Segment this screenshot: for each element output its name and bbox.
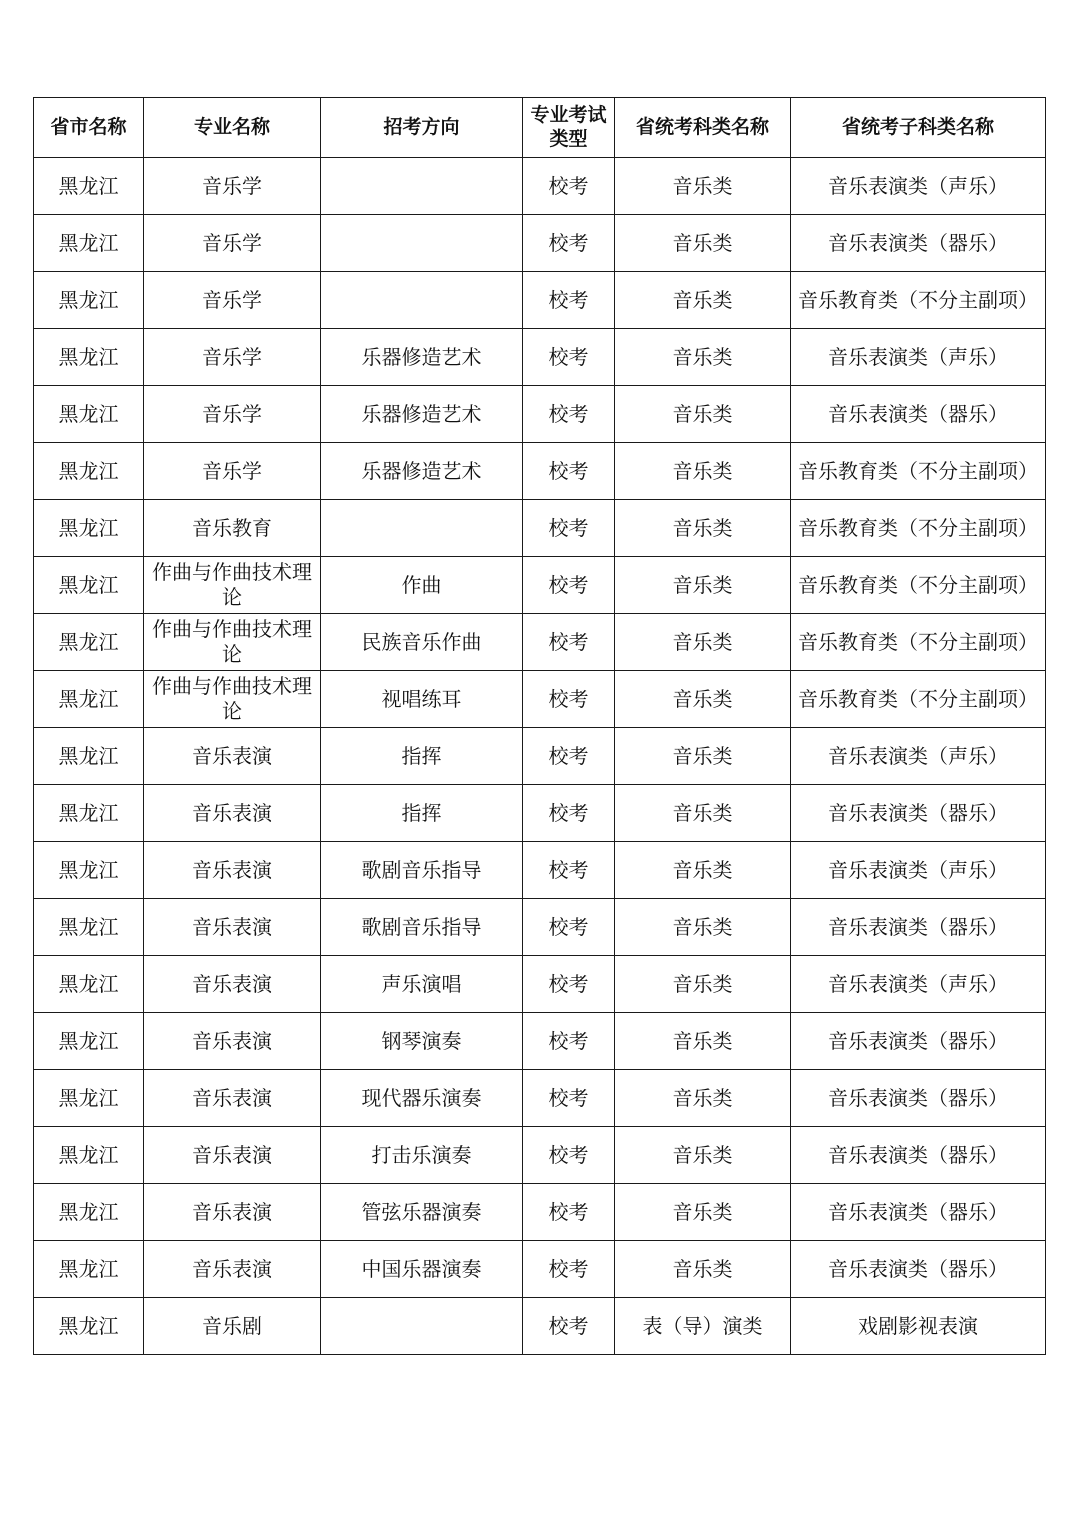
cell-subcategory: 音乐表演类（器乐）: [791, 386, 1046, 443]
table-row: [34, 215, 1046, 272]
cell-category: 音乐类: [615, 329, 791, 386]
cell-direction: [321, 272, 523, 329]
cell-exam-type: 校考: [523, 1013, 615, 1070]
cell-exam-type: 校考: [523, 329, 615, 386]
header-direction: 招考方向: [321, 98, 523, 158]
cell-exam-type: 校考: [523, 158, 615, 215]
cell-direction: 现代器乐演奏: [321, 1070, 523, 1127]
table-row: [34, 386, 1046, 443]
table-row: [34, 614, 1046, 671]
header-major: 专业名称: [144, 98, 321, 158]
cell-exam-type: 校考: [523, 215, 615, 272]
table-header-row: [34, 98, 1046, 158]
cell-major: 音乐表演: [144, 785, 321, 842]
cell-direction: 中国乐器演奏: [321, 1241, 523, 1298]
cell-exam-type: 校考: [523, 1184, 615, 1241]
cell-exam-type: 校考: [523, 614, 615, 671]
cell-exam-type: 校考: [523, 842, 615, 899]
cell-category: 音乐类: [615, 1070, 791, 1127]
cell-exam-type: 校考: [523, 728, 615, 785]
cell-exam-type: 校考: [523, 671, 615, 728]
cell-major: 音乐表演: [144, 899, 321, 956]
cell-province: 黑龙江: [34, 785, 144, 842]
cell-direction: 管弦乐器演奏: [321, 1184, 523, 1241]
cell-major: 音乐表演: [144, 1070, 321, 1127]
cell-major: 作曲与作曲技术理论: [144, 557, 321, 614]
cell-major: 音乐学: [144, 272, 321, 329]
cell-direction: [321, 500, 523, 557]
cell-subcategory: 戏剧影视表演: [791, 1298, 1046, 1355]
cell-direction: 指挥: [321, 728, 523, 785]
header-province: 省市名称: [34, 98, 144, 158]
cell-province: 黑龙江: [34, 728, 144, 785]
cell-exam-type: 校考: [523, 1070, 615, 1127]
cell-province: 黑龙江: [34, 956, 144, 1013]
table-row: [34, 443, 1046, 500]
cell-province: 黑龙江: [34, 443, 144, 500]
header-exam-type: 专业考试类型: [523, 98, 615, 158]
cell-exam-type: 校考: [523, 443, 615, 500]
cell-category: 表（导）演类: [615, 1298, 791, 1355]
cell-category: 音乐类: [615, 899, 791, 956]
cell-direction: 歌剧音乐指导: [321, 899, 523, 956]
cell-category: 音乐类: [615, 842, 791, 899]
cell-category: 音乐类: [615, 557, 791, 614]
cell-exam-type: 校考: [523, 1241, 615, 1298]
cell-major: 音乐教育: [144, 500, 321, 557]
cell-province: 黑龙江: [34, 614, 144, 671]
cell-major: 音乐学: [144, 329, 321, 386]
cell-direction: [321, 215, 523, 272]
cell-category: 音乐类: [615, 1013, 791, 1070]
cell-direction: 歌剧音乐指导: [321, 842, 523, 899]
cell-province: 黑龙江: [34, 1070, 144, 1127]
table-row: [34, 842, 1046, 899]
cell-category: 音乐类: [615, 500, 791, 557]
cell-major: 音乐表演: [144, 842, 321, 899]
cell-province: 黑龙江: [34, 386, 144, 443]
cell-major: 作曲与作曲技术理论: [144, 671, 321, 728]
cell-province: 黑龙江: [34, 158, 144, 215]
cell-major: 音乐剧: [144, 1298, 321, 1355]
cell-major: 音乐表演: [144, 1013, 321, 1070]
table-row: [34, 956, 1046, 1013]
cell-subcategory: 音乐表演类（声乐）: [791, 158, 1046, 215]
cell-direction: [321, 158, 523, 215]
cell-province: 黑龙江: [34, 842, 144, 899]
cell-category: 音乐类: [615, 614, 791, 671]
table-body: [34, 158, 1046, 1355]
table-row: [34, 671, 1046, 728]
cell-province: 黑龙江: [34, 671, 144, 728]
cell-category: 音乐类: [615, 1127, 791, 1184]
cell-subcategory: 音乐表演类（器乐）: [791, 1070, 1046, 1127]
header-subcategory: 省统考子科类名称: [791, 98, 1046, 158]
table-row: [34, 1184, 1046, 1241]
cell-direction: 视唱练耳: [321, 671, 523, 728]
table-row: [34, 500, 1046, 557]
cell-major: 音乐学: [144, 158, 321, 215]
cell-major: 音乐表演: [144, 1127, 321, 1184]
cell-category: 音乐类: [615, 728, 791, 785]
cell-subcategory: 音乐表演类（器乐）: [791, 215, 1046, 272]
cell-exam-type: 校考: [523, 956, 615, 1013]
table-row: [34, 1241, 1046, 1298]
cell-exam-type: 校考: [523, 557, 615, 614]
cell-major: 音乐表演: [144, 956, 321, 1013]
cell-direction: 乐器修造艺术: [321, 443, 523, 500]
header-category: 省统考科类名称: [615, 98, 791, 158]
cell-exam-type: 校考: [523, 386, 615, 443]
cell-subcategory: 音乐教育类（不分主副项）: [791, 557, 1046, 614]
cell-category: 音乐类: [615, 785, 791, 842]
table-row: [34, 899, 1046, 956]
table-row: [34, 557, 1046, 614]
cell-subcategory: 音乐表演类（声乐）: [791, 329, 1046, 386]
cell-major: 音乐学: [144, 443, 321, 500]
cell-direction: 作曲: [321, 557, 523, 614]
cell-province: 黑龙江: [34, 1241, 144, 1298]
cell-subcategory: 音乐表演类（器乐）: [791, 785, 1046, 842]
cell-province: 黑龙江: [34, 1013, 144, 1070]
cell-direction: 钢琴演奏: [321, 1013, 523, 1070]
cell-subcategory: 音乐教育类（不分主副项）: [791, 614, 1046, 671]
cell-major: 音乐表演: [144, 1184, 321, 1241]
cell-direction: [321, 1298, 523, 1355]
table-row: [34, 1013, 1046, 1070]
cell-province: 黑龙江: [34, 1127, 144, 1184]
cell-category: 音乐类: [615, 1184, 791, 1241]
cell-province: 黑龙江: [34, 215, 144, 272]
cell-subcategory: 音乐表演类（器乐）: [791, 1184, 1046, 1241]
cell-major: 音乐表演: [144, 1241, 321, 1298]
cell-direction: 乐器修造艺术: [321, 386, 523, 443]
table-row: [34, 1070, 1046, 1127]
cell-direction: 声乐演唱: [321, 956, 523, 1013]
cell-exam-type: 校考: [523, 1298, 615, 1355]
cell-direction: 民族音乐作曲: [321, 614, 523, 671]
cell-category: 音乐类: [615, 443, 791, 500]
cell-exam-type: 校考: [523, 1127, 615, 1184]
cell-category: 音乐类: [615, 1241, 791, 1298]
admissions-table: [33, 97, 1046, 1355]
cell-major: 作曲与作曲技术理论: [144, 614, 321, 671]
cell-province: 黑龙江: [34, 500, 144, 557]
table-row: [34, 158, 1046, 215]
cell-subcategory: 音乐表演类（声乐）: [791, 728, 1046, 785]
cell-subcategory: 音乐表演类（器乐）: [791, 1127, 1046, 1184]
cell-province: 黑龙江: [34, 272, 144, 329]
table-row: [34, 728, 1046, 785]
cell-category: 音乐类: [615, 956, 791, 1013]
cell-province: 黑龙江: [34, 1298, 144, 1355]
cell-major: 音乐学: [144, 386, 321, 443]
cell-category: 音乐类: [615, 158, 791, 215]
cell-subcategory: 音乐表演类（声乐）: [791, 842, 1046, 899]
cell-direction: 指挥: [321, 785, 523, 842]
table-row: [34, 329, 1046, 386]
table-row: [34, 1298, 1046, 1355]
cell-category: 音乐类: [615, 671, 791, 728]
cell-direction: 乐器修造艺术: [321, 329, 523, 386]
cell-subcategory: 音乐表演类（器乐）: [791, 1241, 1046, 1298]
cell-subcategory: 音乐教育类（不分主副项）: [791, 671, 1046, 728]
cell-subcategory: 音乐表演类（器乐）: [791, 1013, 1046, 1070]
cell-province: 黑龙江: [34, 899, 144, 956]
cell-category: 音乐类: [615, 215, 791, 272]
cell-province: 黑龙江: [34, 329, 144, 386]
cell-exam-type: 校考: [523, 500, 615, 557]
cell-province: 黑龙江: [34, 557, 144, 614]
cell-category: 音乐类: [615, 386, 791, 443]
cell-category: 音乐类: [615, 272, 791, 329]
cell-subcategory: 音乐教育类（不分主副项）: [791, 443, 1046, 500]
cell-major: 音乐学: [144, 215, 321, 272]
cell-exam-type: 校考: [523, 272, 615, 329]
table-row: [34, 272, 1046, 329]
cell-province: 黑龙江: [34, 1184, 144, 1241]
cell-major: 音乐表演: [144, 728, 321, 785]
table-row: [34, 785, 1046, 842]
cell-subcategory: 音乐教育类（不分主副项）: [791, 500, 1046, 557]
cell-exam-type: 校考: [523, 899, 615, 956]
cell-direction: 打击乐演奏: [321, 1127, 523, 1184]
cell-subcategory: 音乐教育类（不分主副项）: [791, 272, 1046, 329]
cell-exam-type: 校考: [523, 785, 615, 842]
cell-subcategory: 音乐表演类（器乐）: [791, 899, 1046, 956]
table-row: [34, 1127, 1046, 1184]
cell-subcategory: 音乐表演类（声乐）: [791, 956, 1046, 1013]
